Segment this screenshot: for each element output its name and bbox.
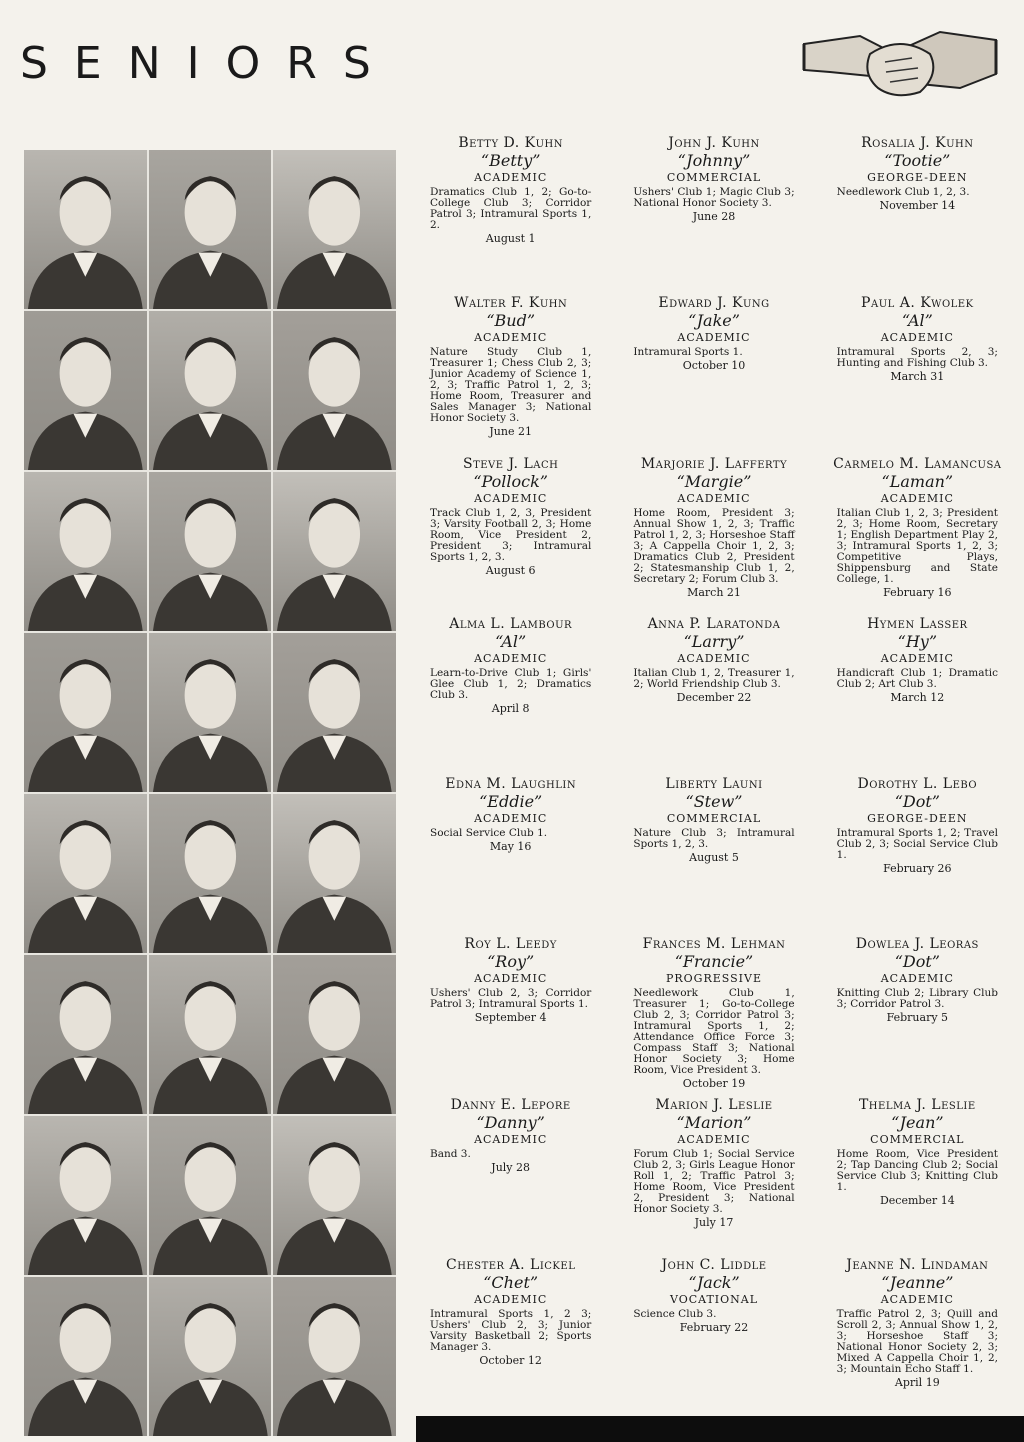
senior-name: John C. Liddle [661,1256,767,1273]
senior-name: Edna M. Laughlin [445,776,577,792]
portrait-silhouette-icon [149,633,272,792]
handshake-illustration [800,14,1000,104]
portrait-silhouette-icon [149,955,272,1114]
senior-entry [619,1252,808,1412]
senior-entry [416,130,605,290]
senior-birthday: March 12 [890,690,945,704]
senior-nickname: “Laman” [881,471,954,491]
senior-entry [619,771,808,931]
senior-activities: Science Club 3. [633,1307,717,1320]
senior-entries [416,130,1012,1412]
portrait-silhouette-icon [273,311,396,470]
senior-course: GEORGE-DEEN [867,171,968,184]
senior-birthday: October 10 [682,359,746,373]
senior-course: ACADEMIC [880,1292,954,1306]
senior-birthday: August 1 [485,232,536,245]
senior-course: ACADEMIC [677,331,751,345]
senior-activities: Learn-to-Drive Club 1; Girls' Glee Club 1, 2; Dramatics Club 3. [430,666,592,701]
senior-birthday: April 8 [491,701,530,715]
senior-birthday: November 14 [879,199,956,212]
portrait-photo [24,794,147,953]
senior-activities: Intramural Sports 2, 3; Hunting and Fishing Club 3. [836,346,998,370]
senior-name: Dorothy L. Lebo [857,776,978,792]
portrait-silhouette-icon [273,633,396,792]
senior-nickname: “Margie” [676,471,752,491]
senior-name: Roy L. Leedy [464,936,557,953]
portrait-silhouette-icon [273,150,396,309]
senior-activities: Band 3. [430,1147,471,1160]
senior-name: Marion J. Leslie [655,1096,773,1113]
portrait-photo [24,311,147,470]
senior-activities: Needlework Club 1, 2, 3. [836,186,970,198]
senior-course: ACADEMIC [880,651,954,665]
senior-nickname: “Chet” [483,1272,539,1292]
senior-activities: Nature Study Club 1, Treasurer 1; Chess Club 2, 3; Junior Academy of Science 1, 2, 3; Traffic Patrol 1, 2, 3; Home Room, Treasurer and Sales Manager 3; National Honor Society 3. [430,346,592,425]
senior-course: ACADEMIC [474,812,548,825]
portrait-photo [273,955,396,1114]
senior-activities: Intramural Sports 1, 2 3; Ushers' Club 2, 3; Junior Varsity Basketball 2; Sports Manager 3. [430,1307,592,1353]
senior-birthday: May 16 [489,840,532,853]
portrait-photo [149,955,272,1114]
senior-entry [619,451,808,611]
portrait-photo [149,1116,272,1275]
senior-name: Jeanne N. Lindaman [846,1256,989,1273]
portrait-silhouette-icon [24,1116,147,1275]
portrait-silhouette-icon [273,1116,396,1275]
senior-birthday: October 12 [479,1353,542,1367]
senior-entry [823,130,1012,290]
portrait-photo [24,633,147,792]
portrait-photo [24,1277,147,1436]
portrait-silhouette-icon [24,150,147,309]
senior-name: Edward J. Kung [658,295,770,312]
senior-course: COMMERCIAL [666,812,762,825]
senior-entry [416,290,605,450]
senior-name: Thelma J. Leslie [858,1096,976,1113]
senior-activities: Knitting Club 2; Library Club 3; Corridor Patrol 3. [836,987,998,1011]
senior-birthday: February 16 [883,585,952,599]
portrait-silhouette-icon [24,472,147,631]
senior-nickname: “Johnny” [677,151,751,170]
senior-nickname: “Eddie” [479,792,543,811]
portrait-silhouette-icon [149,794,272,953]
senior-name: Betty D. Kuhn [458,135,563,151]
senior-name: Frances M. Lehman [642,936,786,953]
portrait-photo [273,1277,396,1436]
senior-name: Chester A. Lickel [445,1256,576,1273]
senior-entry [416,1092,605,1252]
senior-entry [416,1252,605,1412]
senior-activities: Italian Club 1, 2, 3; President 2, 3; Home Room, Secretary 1; English Department Play 2, 3; Intramural Sports 1, 2, 3; Competitive Plays, Shippensburg and State College, 1. [836,506,998,585]
portrait-silhouette-icon [24,1277,147,1436]
senior-course: ACADEMIC [880,491,954,505]
senior-entry [823,611,1012,771]
senior-name: Alma L. Lambour [449,615,573,632]
senior-nickname: “Al” [901,311,933,331]
senior-name: Rosalia J. Kuhn [861,135,974,151]
senior-entry [823,771,1012,931]
senior-nickname: “Jake” [688,311,740,331]
portrait-photo [273,472,396,631]
senior-birthday: September 4 [474,1011,547,1025]
portrait-photo [149,472,272,631]
bottom-bar [416,1416,1024,1442]
senior-birthday: March 21 [687,585,741,599]
senior-entry [416,611,605,771]
senior-course: ACADEMIC [474,1292,548,1306]
senior-entry [619,611,808,771]
portrait-photo [149,794,272,953]
senior-course: ACADEMIC [474,651,548,665]
senior-course: ACADEMIC [474,972,548,986]
senior-birthday: December 22 [676,690,752,704]
senior-nickname: “Dot” [894,792,940,811]
senior-nickname: “Larry” [683,631,745,651]
senior-nickname: “Francie” [674,952,754,972]
senior-nickname: “Betty” [480,151,541,170]
senior-name: Liberty Launi [665,776,763,792]
senior-entry [619,931,808,1091]
senior-course: PROGRESSIVE [665,972,762,986]
portrait-silhouette-icon [24,633,147,792]
senior-name: Marjorie J. Lafferty [640,455,788,472]
senior-name: Hymen Lasser [867,615,968,632]
senior-course: ACADEMIC [474,1132,548,1146]
portrait-silhouette-icon [149,311,272,470]
senior-course: COMMERCIAL [666,171,762,184]
portrait-photo [24,472,147,631]
senior-entry [823,1092,1012,1252]
senior-birthday: December 14 [879,1193,955,1207]
senior-course: COMMERCIAL [870,1132,965,1146]
senior-nickname: “Roy” [487,952,535,972]
senior-name: Walter F. Kuhn [454,295,568,312]
senior-activities: Forum Club 1; Social Service Club 2, 3; Girls League Honor Roll 1, 2; Traffic Patrol 3; Home Room, Vice President 2, President 3; National Honor Society 3. [633,1147,795,1215]
portrait-photo [273,311,396,470]
portrait-silhouette-icon [273,955,396,1114]
senior-activities: Intramural Sports 1, 2; Travel Club 2, 3; Social Service Club 1. [836,827,998,861]
portrait-photo [273,794,396,953]
senior-birthday: July 28 [491,1160,531,1174]
portrait-photo [24,150,147,309]
senior-name: Dowlea J. Leoras [855,936,979,953]
portrait-silhouette-icon [273,794,396,953]
senior-name: Danny E. Lepore [450,1096,571,1113]
senior-birthday: August 6 [485,563,536,577]
senior-entry [416,451,605,611]
senior-entry [416,931,605,1091]
senior-birthday: October 19 [682,1077,746,1091]
portrait-photo [149,633,272,792]
senior-nickname: “Hy” [897,631,937,651]
senior-activities: Needlework Club 1, Treasurer 1; Go-to-College Club 2, 3; Corridor Patrol 3; Intramural Sports 1, 2; Attendance Office Force 3; Compass Staff 3; National Honor Society 3; Home Room, Vice President 3. [633,987,795,1077]
page-title: SENIORS [20,38,397,89]
senior-entry [416,771,605,931]
portrait-silhouette-icon [149,472,272,631]
senior-course: ACADEMIC [474,491,548,505]
senior-activities: Intramural Sports 1. [633,346,743,359]
senior-course: ACADEMIC [474,331,548,345]
senior-name: John J. Kuhn [668,135,760,151]
senior-activities: Dramatics Club 1, 2; Go-to-College Club 3; Corridor Patrol 3; Intramural Sports 1, 2. [430,186,592,231]
senior-birthday: February 26 [883,862,952,875]
senior-nickname: “Jack” [688,1272,740,1292]
portrait-photo [149,150,272,309]
senior-activities: Home Room, Vice President 2; Tap Dancing Club 2; Social Service Club 3; Knitting Club 1. [836,1147,998,1193]
senior-nickname: “Stew” [685,792,743,811]
portrait-photo [149,1277,272,1436]
portrait-silhouette-icon [149,1277,272,1436]
senior-birthday: June 21 [489,425,532,439]
senior-nickname: “Bud” [486,311,535,331]
senior-activities: Nature Club 3; Intramural Sports 1, 2, 3. [633,827,795,850]
senior-entry [619,130,808,290]
portrait-photo [24,955,147,1114]
portrait-silhouette-icon [24,955,147,1114]
senior-course: ACADEMIC [677,1132,751,1146]
senior-nickname: “Pollock” [473,471,548,491]
senior-course: ACADEMIC [880,331,954,345]
portrait-silhouette-icon [273,472,396,631]
senior-name: Steve J. Lach [462,455,559,472]
senior-activities: Handicraft Club 1; Dramatic Club 2; Art Club 3. [836,666,998,690]
portrait-photo [273,633,396,792]
senior-birthday: June 28 [692,210,736,223]
senior-course: ACADEMIC [677,651,751,665]
portrait-silhouette-icon [24,311,147,470]
senior-entry [619,1092,808,1252]
senior-name: Paul A. Kwolek [861,295,974,312]
portrait-photo [24,1116,147,1275]
senior-name: Anna P. Laratonda [647,615,781,632]
senior-activities: Ushers' Club 2, 3; Corridor Patrol 3; Intramural Sports 1. [430,987,592,1011]
portrait-silhouette-icon [273,1277,396,1436]
senior-entry [823,290,1012,450]
senior-birthday: February 5 [886,1011,949,1025]
senior-nickname: “Marion” [676,1112,752,1132]
senior-name: Carmelo M. Lamancusa [833,455,1002,472]
portrait-photo [149,311,272,470]
senior-nickname: “Jean” [891,1112,944,1132]
senior-activities: Track Club 1, 2, 3, President 3; Varsity Football 2, 3; Home Room, Vice President 2, President 3; Intramural Sports 1, 2, 3. [430,506,592,563]
senior-nickname: “Dot” [894,952,940,972]
senior-entry [823,1252,1012,1412]
senior-course: VOCATIONAL [669,1292,759,1306]
senior-nickname: “Al” [495,631,527,651]
senior-nickname: “Danny” [476,1112,545,1132]
senior-activities: Social Service Club 1. [430,827,548,839]
senior-course: ACADEMIC [677,491,751,505]
senior-course: ACADEMIC [474,171,548,184]
portrait-silhouette-icon [149,1116,272,1275]
senior-birthday: August 5 [689,851,739,864]
senior-nickname: “Jeanne” [881,1272,954,1292]
senior-course: ACADEMIC [880,972,954,986]
senior-birthday: July 17 [694,1215,734,1229]
senior-birthday: February 22 [679,1320,749,1334]
portrait-photo [273,1116,396,1275]
portrait-silhouette-icon [24,794,147,953]
portrait-silhouette-icon [149,150,272,309]
senior-entry [823,931,1012,1091]
senior-activities: Italian Club 1, 2, Treasurer 1, 2; World Friendship Club 3. [633,666,795,690]
senior-activities: Home Room, President 3; Annual Show 1, 2, 3; Traffic Patrol 1, 2, 3; Horseshoe Staff 3; A Cappella Choir 1, 2, 3; Dramatics Club 2, President 2; Statesmanship Club 1, 2, Secretary 2; Forum Club 3. [633,506,795,585]
portrait-grid [24,150,396,1436]
senior-birthday: April 19 [894,1375,940,1389]
senior-activities: Ushers' Club 1; Magic Club 3; National Honor Society 3. [633,186,795,209]
senior-entry [619,290,808,450]
portrait-photo [273,150,396,309]
senior-entry [823,451,1012,611]
senior-activities: Traffic Patrol 2, 3; Quill and Scroll 2, 3; Annual Show 1, 2, 3; Horseshoe Staff 3; National Honor Society 2, 3; Mixed A Cappella Choir 1, 2, 3; Mountain Echo Staff 1. [836,1307,998,1375]
senior-birthday: March 31 [890,370,945,384]
senior-nickname: “Tootie” [884,151,951,170]
senior-course: GEORGE-DEEN [867,812,968,825]
